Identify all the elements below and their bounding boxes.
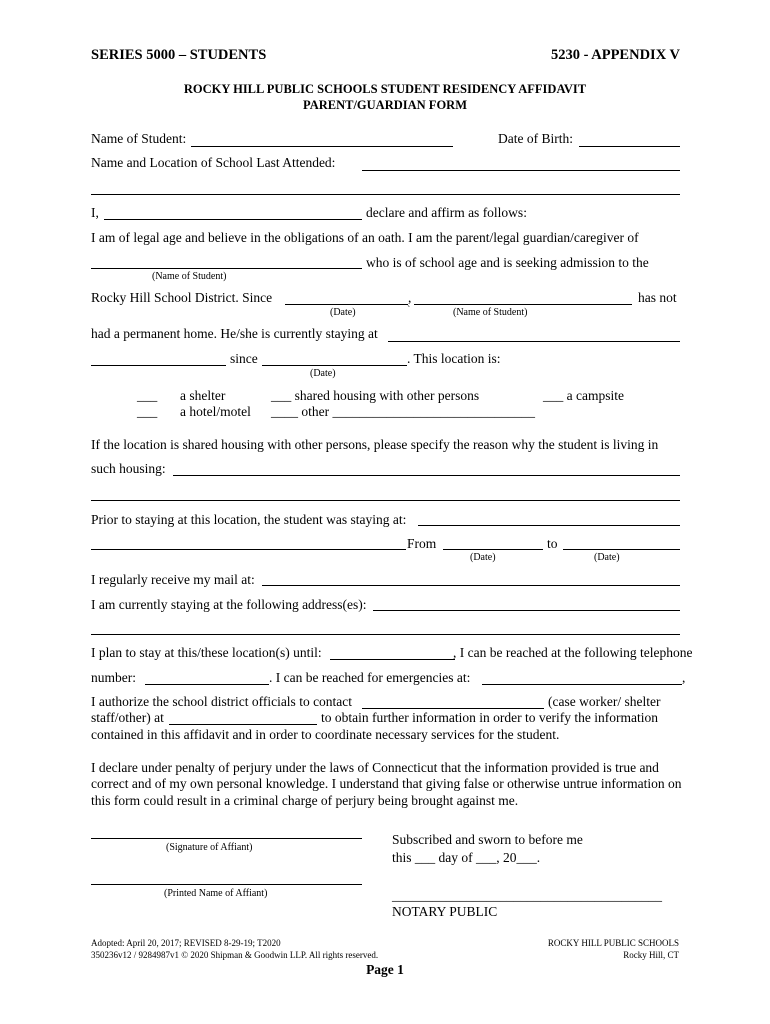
location-since-date-field[interactable] [262,365,407,366]
shared-housing-option[interactable]: ___ shared housing with other persons [271,388,480,403]
contact-person-field[interactable] [362,708,544,709]
school-last-attended-label: Name and Location of School Last Attended: [91,155,336,170]
form-title: ROCKY HILL PUBLIC SCHOOLS STUDENT RESIDENCY AFFIDAVIT [183,82,587,96]
signature-caption: (Signature of Affiant) [166,842,253,853]
current-address-field[interactable] [373,610,680,611]
footer-city: Rocky Hill, CT [623,950,679,960]
shelter-option-label: a shelter [180,388,226,403]
date-of-birth-label: Date of Birth: [498,131,573,146]
signature-field[interactable] [91,838,362,839]
student-name-caption: (Name of Student) [152,271,227,282]
notary-line[interactable]: ________________________________________ [392,888,662,903]
such-housing-label: such housing: [91,461,166,476]
subscribed-text-2: this ___ day of ___, 20___. [392,850,541,865]
printed-name-caption: (Printed Name of Affiant) [164,888,268,899]
since-date-caption: (Date) [330,307,356,318]
affiant-name-field[interactable] [104,219,362,220]
location-date-caption: (Date) [310,368,336,379]
footer-copyright: 350236v12 / 9284987v1 © 2020 Shipman & Goodwin LLP. All rights reserved. [91,950,379,960]
district-text: Rocky Hill School District. Since [91,290,273,305]
plan-stay-label: I plan to stay at this/these location(s) until: [91,645,322,660]
perjury-text-1: I declare under penalty of perjury under the laws of Connecticut that the information provided is true and [91,760,659,775]
authorize-text-2a: staff/other) at [91,710,164,725]
page-number: Page 1 [366,962,404,977]
prior-location-field-2[interactable] [91,549,406,550]
since-student-name-field[interactable] [414,304,632,305]
contact-phone-field[interactable] [169,724,317,725]
prior-staying-label: Prior to staying at this location, the student was staying at: [91,512,407,527]
i-label: I, [91,205,99,220]
to-date-field[interactable] [563,549,680,550]
date-of-birth-field[interactable] [579,146,680,147]
school-last-attended-field[interactable] [362,170,680,171]
series-heading: SERIES 5000 – STUDENTS [91,47,267,63]
comma-text: , [408,290,412,305]
subscribed-text-1: Subscribed and sworn to before me [392,832,583,847]
reached-telephone-text: , I can be reached at the following telephone [453,645,693,660]
from-date-field[interactable] [443,549,543,550]
authorize-text-2b: to obtain further information in order to verify the information [321,710,659,725]
number-label: number: [91,670,136,685]
emergencies-label: . I can be reached for emergencies at: [269,670,471,685]
form-subtitle: PARENT/GUARDIAN FORM [303,98,467,112]
mail-address-field[interactable] [262,585,680,586]
from-label: From [407,536,437,551]
mail-label: I regularly receive my mail at: [91,572,255,587]
such-housing-field[interactable] [173,475,680,476]
has-not-text: has not [638,290,677,305]
name-of-student-field[interactable] [191,146,453,147]
emergency-contact-field[interactable] [482,684,682,685]
current-location-field[interactable] [388,341,680,342]
authorize-text-3: contained in this affidavit and in order to coordinate necessary services for the student. [91,727,560,742]
school-last-attended-field-2[interactable] [91,194,680,195]
emergencies-end: , [682,670,686,685]
permanent-home-text: had a permanent home. He/she is currently staying at [91,326,378,341]
stay-until-field[interactable] [330,659,455,660]
printed-name-field[interactable] [91,884,362,885]
perjury-text-3: this form could result in a criminal charge of perjury being brought against me. [91,793,519,808]
to-date-caption: (Date) [594,552,620,563]
telephone-field[interactable] [145,684,269,685]
backtick-mark: ` [407,305,411,316]
address-label: I am currently staying at the following address(es): [91,597,367,612]
hotel-checkbox[interactable]: ___ [137,404,158,419]
since-date-field[interactable] [285,304,408,305]
campsite-option[interactable]: ___ a campsite [543,388,624,403]
location-is-text: . This location is: [407,351,501,366]
notary-public-label: NOTARY PUBLIC [392,904,498,919]
shared-reason-text: If the location is shared housing with other persons, please specify the reason why the student is living in [91,437,659,452]
student-name-field[interactable] [91,268,362,269]
since-label: since [230,351,258,366]
current-location-field-2[interactable] [91,365,226,366]
hotel-option-label: a hotel/motel [180,404,251,419]
current-address-field-2[interactable] [91,634,680,635]
such-housing-field-2[interactable] [91,500,680,501]
perjury-text-2: correct and of my own personal knowledge. I understand that giving false or otherwise untrue information on [91,776,682,791]
declare-text: declare and affirm as follows: [366,205,527,220]
authorize-text-1a: I authorize the school district officials to contact [91,694,353,709]
from-date-caption: (Date) [470,552,496,563]
appendix-heading: 5230 - APPENDIX V [550,47,680,63]
footer-adopted: Adopted: April 20, 2017; REVISED 8-29-19; T2020 [91,938,281,948]
legal-age-text: I am of legal age and believe in the obligations of an oath. I am the parent/legal guardian/caregiver of [91,230,639,245]
name-of-student-label: Name of Student: [91,131,187,146]
authorize-text-1b: (case worker/ shelter [548,694,661,709]
since-student-caption: (Name of Student) [453,307,528,318]
shelter-checkbox[interactable]: ___ [137,388,158,403]
to-label: to [547,536,558,551]
other-option[interactable]: ____ other ______________________________ [271,404,535,419]
footer-school: ROCKY HILL PUBLIC SCHOOLS [547,938,679,948]
school-age-text: who is of school age and is seeking admission to the [366,255,649,270]
prior-location-field[interactable] [418,525,680,526]
